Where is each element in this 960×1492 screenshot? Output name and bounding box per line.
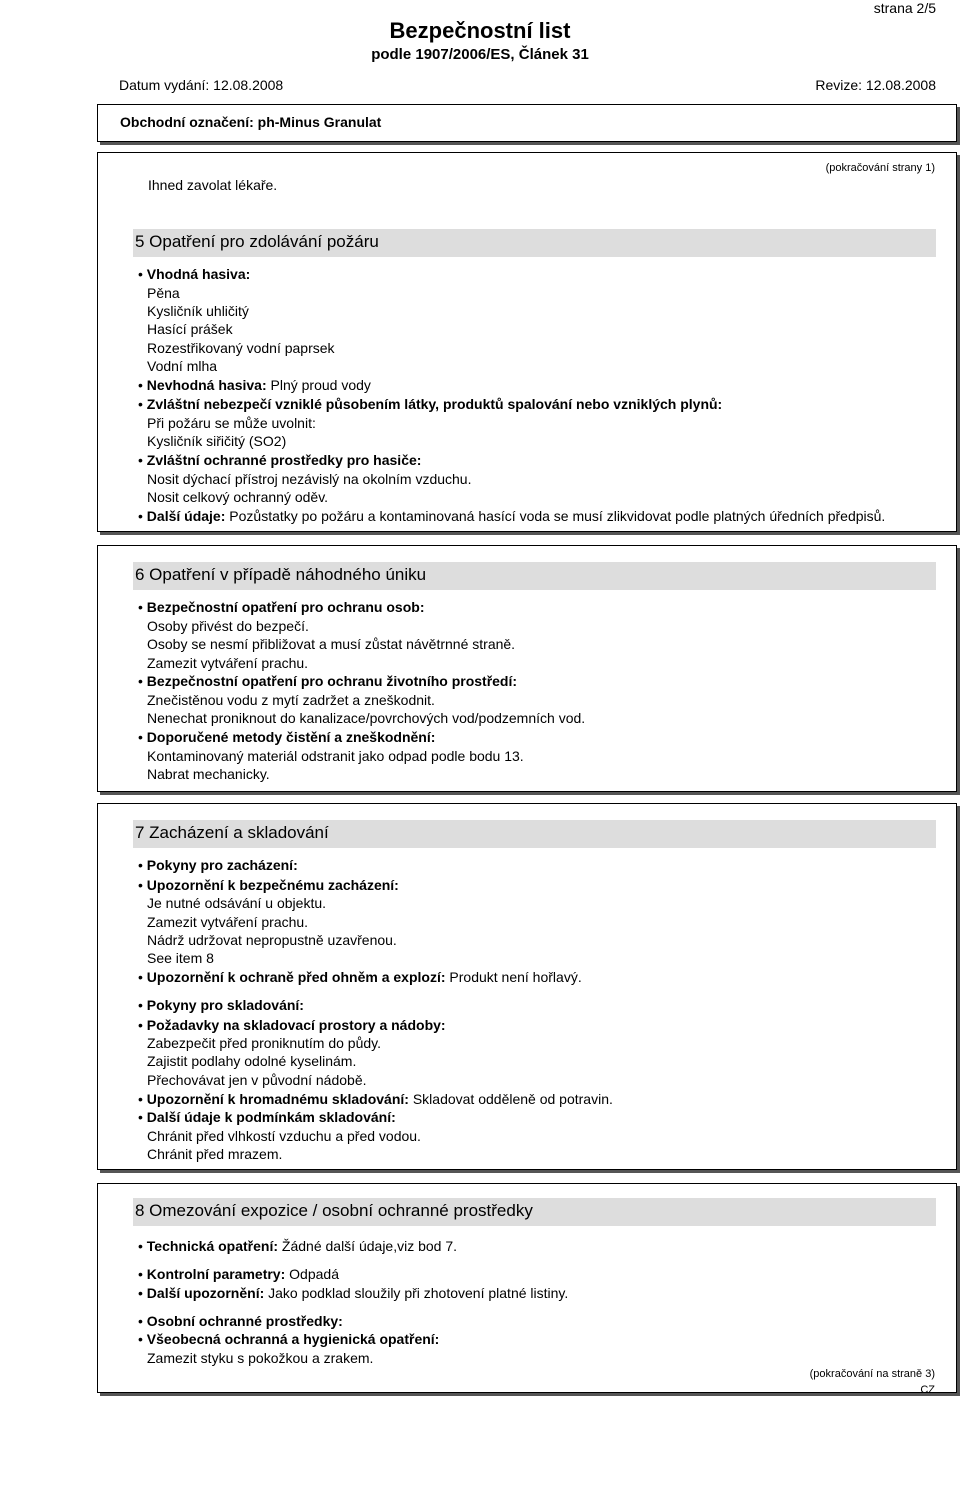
persons-label: • Bezpečnostní opatření pro ochranu osob:: [138, 599, 425, 615]
safe-item: Nádrž udržovat nepropustně uzavřenou.: [147, 932, 397, 948]
tech-line: • Technická opatření: Žádné další údaje,viz bod 7.: [138, 1238, 458, 1254]
suitable-item: Kysličník uhličitý: [147, 303, 249, 319]
page-number: strana 2/5: [873, 0, 936, 16]
section-7-heading: 7 Zacházení a skladování: [133, 820, 936, 848]
handling-label: • Pokyny pro zacházení:: [138, 857, 298, 873]
unsuitable-line: • Nevhodná hasiva: Plný proud vody: [138, 377, 371, 393]
document-title: Bezpečnostní list: [389, 18, 571, 43]
protect-label: • Zvláštní ochranné prostředky pro hasiče:: [138, 452, 422, 468]
hygiene-item: Zamezit styku s pokožkou a zrakem.: [147, 1350, 374, 1366]
safe-item: See item 8: [147, 950, 214, 966]
protect-item: Nosit celkový ochranný oděv.: [147, 489, 329, 505]
suitable-item: Hasící prášek: [147, 321, 233, 337]
language-code: CZ: [920, 1384, 935, 1396]
section-6: [97, 545, 957, 792]
section-7: [97, 803, 957, 1170]
persons-item: Osoby přivést do bezpečí.: [147, 618, 309, 634]
fire-line: • Upozornění k ochraně před ohněm a explozí: Produkt není hořlavý.: [138, 969, 582, 985]
suitable-label: • Vhodná hasiva:: [138, 266, 251, 282]
hazard-label: • Zvláštní nebezpečí vzniklé působením látky, produktů spalování nebo vzniklých plynů:: [138, 396, 723, 412]
rooms-item: Zajistit podlahy odolné kyselinám.: [147, 1053, 357, 1069]
env-item: Znečistěnou vodu z mytí zadržet a zneškodnit.: [147, 692, 435, 708]
section-6-heading: 6 Opatření v případě náhodného úniku: [133, 562, 936, 590]
section-5-heading: 5 Opatření pro zdolávání požáru: [133, 229, 936, 257]
section-8-heading: 8 Omezování expozice / osobní ochranné prostředky: [133, 1198, 936, 1226]
clean-label: • Doporučené metody čistění a zneškodnění:: [138, 729, 436, 745]
clean-item: Nabrat mechanicky.: [147, 766, 270, 782]
intro-text: Ihned zavolat lékaře.: [148, 177, 278, 193]
rooms-item: Přechovávat jen v původní nádobě.: [147, 1072, 367, 1088]
revision-date: Revize: 12.08.2008: [815, 77, 936, 93]
hazard-item: Kysličník siřičitý (SO2): [147, 433, 287, 449]
persons-item: Osoby se nesmí přibližovat a musí zůstat návětrnné straně.: [147, 636, 516, 652]
section-8: [97, 1183, 957, 1396]
hazard-item: Při požáru se může uvolnit:: [147, 415, 316, 431]
issue-date: Datum vydání: 12.08.2008: [119, 77, 284, 93]
safe-item: Je nutné odsávání u objektu.: [147, 895, 327, 911]
trade-name: Obchodní označení: ph-Minus Granulat: [120, 114, 382, 130]
continuation-to: (pokračování na straně 3): [809, 1368, 935, 1380]
rooms-item: Zabezpečit před proniknutím do půdy.: [147, 1035, 381, 1051]
other-line: • Další údaje: Pozůstatky po požáru a kontaminovaná hasící voda se musí zlikvidovat podle platných úředních předpisů.: [138, 508, 886, 524]
trade-name-box: [97, 104, 957, 142]
storage-label: • Pokyny pro skladování:: [138, 997, 304, 1013]
suitable-item: Pěna: [147, 285, 180, 301]
continuation-from: (pokračování strany 1): [825, 162, 935, 174]
suitable-item: Vodní mlha: [147, 358, 218, 374]
protect-item: Nosit dýchací přístroj nezávislý na okolním vzduchu.: [147, 471, 472, 487]
conditions-label: • Další údaje k podmínkám skladování:: [138, 1109, 396, 1125]
suitable-item: Rozestřikovaný vodní paprsek: [147, 340, 335, 356]
conditions-item: Chránit před mrazem.: [147, 1146, 283, 1162]
control-line: • Kontrolní parametry: Odpadá: [138, 1266, 339, 1282]
hygiene-label: • Všeobecná ochranná a hygienická opatření:: [138, 1331, 440, 1347]
persons-item: Zamezit vytváření prachu.: [147, 655, 309, 671]
safe-item: Zamezit vytváření prachu.: [147, 914, 309, 930]
safe-label: • Upozornění k bezpečnému zacházení:: [138, 877, 399, 893]
further-line: • Další upozornění: Jako podklad sloužily při zhotovení platné listiny.: [138, 1285, 569, 1301]
clean-item: Kontaminovaný materiál odstranit jako odpad podle bodu 13.: [147, 748, 524, 764]
ppe-label: • Osobní ochranné prostředky:: [138, 1313, 343, 1329]
document-subtitle: podle 1907/2006/ES, Článek 31: [371, 46, 589, 63]
rooms-label: • Požadavky na skladovací prostory a nádoby:: [138, 1017, 446, 1033]
conditions-item: Chránit před vlhkostí vzduchu a před vodou.: [147, 1128, 421, 1144]
env-label: • Bezpečnostní opatření pro ochranu životního prostředí:: [138, 673, 518, 689]
joint-line: • Upozornění k hromadnému skladování: Skladovat odděleně od potravin.: [138, 1091, 613, 1107]
env-item: Nenechat proniknout do kanalizace/povrchových vod/podzemních vod.: [147, 710, 586, 726]
section-5: [97, 152, 957, 532]
